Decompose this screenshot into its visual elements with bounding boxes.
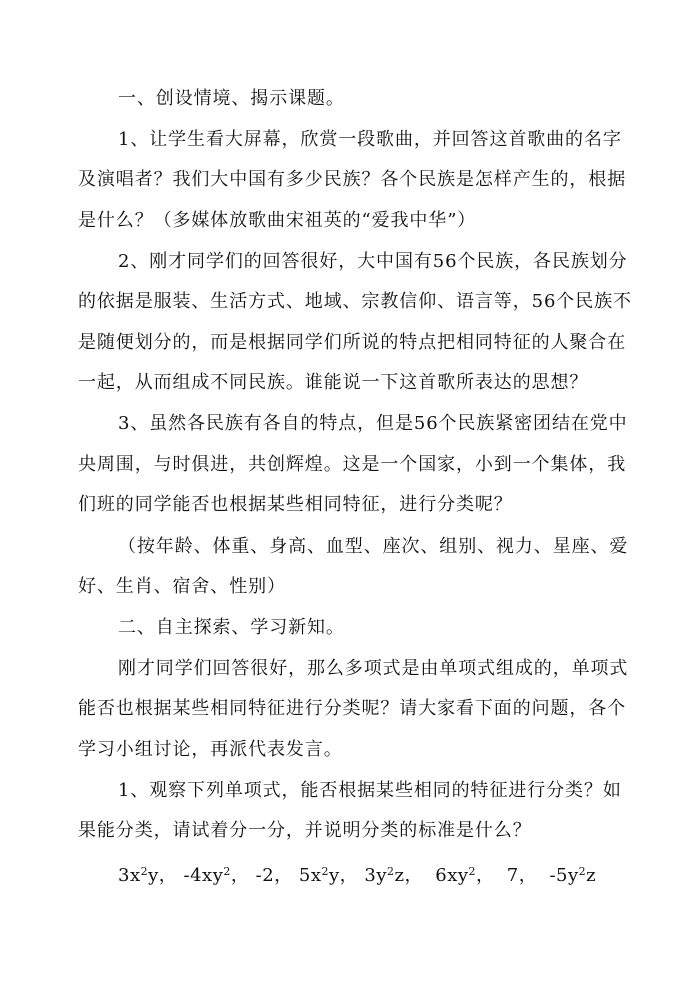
paragraph-line: 3、虽然各民族有各自的特点，但是56个民族紧密团结在党中 xyxy=(118,413,628,434)
paragraph-line: 一起，从而组成不同民族。谁能说一下这首歌所表达的思想？ xyxy=(78,372,589,393)
paragraph-line: 1、观察下列单项式，能否根据某些相同的特征进行分类？如 xyxy=(118,780,622,801)
paragraph-line: 果能分类，请试着分一分，并说明分类的标准是什么？ xyxy=(78,820,532,841)
paragraph-line: 的依据是服装、生活方式、地域、宗教信仰、语言等，56个民族不 xyxy=(78,291,632,312)
monomial-list xyxy=(118,864,596,888)
monomial: $6xy^2$， xyxy=(435,865,495,886)
paragraph-line: 及演唱者？我们大中国有多少民族？各个民族是怎样产生的，根据 xyxy=(78,169,627,190)
monomial: -2， xyxy=(255,865,293,886)
paragraph-line: 央周围，与时俱进，共创辉煌。这是一个国家，小到一个集体，我 xyxy=(78,454,627,475)
paragraph-line: 好、生肖、宿舍、性别） xyxy=(78,576,286,597)
paragraph-line: 是随便划分的，而是根据同学们所说的特点把相同特征的人聚合在 xyxy=(78,332,627,353)
paragraph-line: 们班的同学能否也根据某些相同特征，进行分类呢？ xyxy=(78,494,513,515)
section-heading-2: 二、自主探索、学习新知。 xyxy=(118,617,345,638)
paragraph-line: 2、刚才同学们的回答很好，大中国有56个民族，各民族划分 xyxy=(118,251,628,272)
monomial: $3y^2z$， xyxy=(364,865,424,886)
monomial: $5x^2y$， xyxy=(298,865,359,886)
paragraph-line: （按年龄、体重、身高、血型、座次、组别、视力、星座、爱 xyxy=(118,536,629,557)
monomial: 7， xyxy=(506,865,538,886)
monomial: $-4xy^2$， xyxy=(183,865,250,886)
monomial: $-5y^2z$ xyxy=(549,865,597,886)
paragraph-line: 刚才同学们回答很好，那么多项式是由单项式组成的，单项式 xyxy=(118,658,629,679)
paragraph-line: 1、让学生看大屏幕，欣赏一段歌曲，并回答这首歌曲的名字 xyxy=(118,129,622,150)
paragraph-line: 能否也根据某些相同特征进行分类呢？请大家看下面的问题，各个 xyxy=(78,698,627,719)
section-heading-1: 一、创设情境、揭示课题。 xyxy=(118,88,345,109)
monomial: $3x^2y$， xyxy=(118,865,178,886)
paragraph-line: 是什么？（多媒体放歌曲宋祖英的“爱我中华”） xyxy=(78,210,477,231)
paragraph-line: 学习小组讨论，再派代表发言。 xyxy=(78,739,343,760)
